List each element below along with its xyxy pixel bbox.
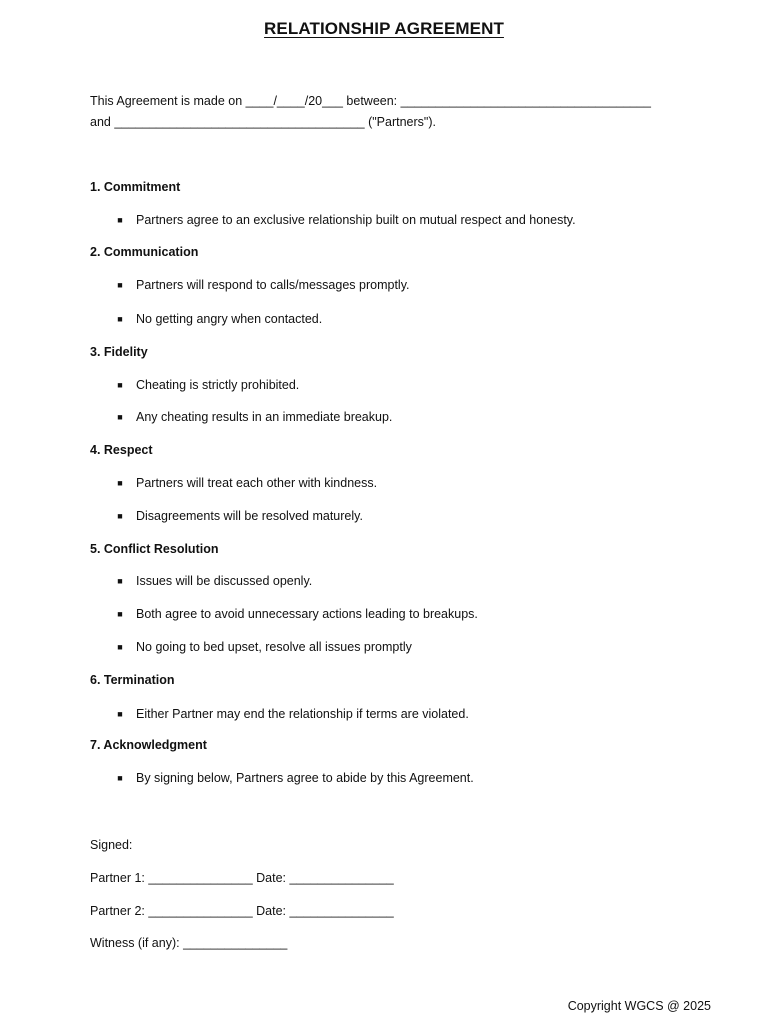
- section-heading-conflict-resolution: 5. Conflict Resolution: [90, 542, 219, 556]
- list-item: Partners will respond to calls/messages promptly.: [136, 278, 410, 292]
- bullet-icon: ■: [117, 576, 123, 586]
- list-item: By signing below, Partners agree to abide by this Agreement.: [136, 771, 474, 785]
- list-item: Cheating is strictly prohibited.: [136, 378, 300, 392]
- document-title: RELATIONSHIP AGREEMENT: [264, 19, 504, 38]
- copyright-footer: Copyright WGCS @ 2025: [567, 999, 711, 1013]
- bullet-icon: ■: [117, 642, 123, 652]
- bullet-icon: ■: [117, 709, 123, 719]
- signed-label: Signed:: [90, 838, 133, 852]
- section-heading-communication: 2. Communication: [90, 245, 199, 259]
- list-item: Issues will be discussed openly.: [136, 574, 313, 588]
- list-item: Disagreements will be resolved maturely.: [136, 509, 363, 523]
- bullet-icon: ■: [117, 215, 123, 225]
- partner2-signature-line: Partner 2: _______________ Date: _______________: [90, 904, 394, 918]
- intro-line-2: and ____________________________________ ("Partners").: [90, 115, 436, 129]
- section-heading-commitment: 1. Commitment: [90, 180, 181, 194]
- bullet-icon: ■: [117, 412, 123, 422]
- bullet-icon: ■: [117, 314, 123, 324]
- partner1-signature-line: Partner 1: _______________ Date: _______________: [90, 871, 394, 885]
- bullet-icon: ■: [117, 380, 123, 390]
- bullet-icon: ■: [117, 773, 123, 783]
- list-item: No getting angry when contacted.: [136, 312, 323, 326]
- intro-line-1: This Agreement is made on ____/____/20___ between: ____________________________________: [90, 94, 651, 108]
- bullet-icon: ■: [117, 280, 123, 290]
- bullet-icon: ■: [117, 511, 123, 521]
- list-item: Any cheating results in an immediate breakup.: [136, 410, 393, 424]
- section-heading-fidelity: 3. Fidelity: [90, 345, 148, 359]
- bullet-icon: ■: [117, 609, 123, 619]
- list-item: Either Partner may end the relationship if terms are violated.: [136, 707, 469, 721]
- list-item: No going to bed upset, resolve all issues promptly: [136, 640, 412, 654]
- section-heading-respect: 4. Respect: [90, 443, 153, 457]
- section-heading-acknowledgment: 7. Acknowledgment: [90, 738, 207, 752]
- bullet-icon: ■: [117, 478, 123, 488]
- list-item: Both agree to avoid unnecessary actions leading to breakups.: [136, 607, 478, 621]
- list-item: Partners agree to an exclusive relationship built on mutual respect and honesty.: [136, 213, 576, 227]
- list-item: Partners will treat each other with kindness.: [136, 476, 378, 490]
- witness-signature-line: Witness (if any): _______________: [90, 936, 288, 950]
- section-heading-termination: 6. Termination: [90, 673, 175, 687]
